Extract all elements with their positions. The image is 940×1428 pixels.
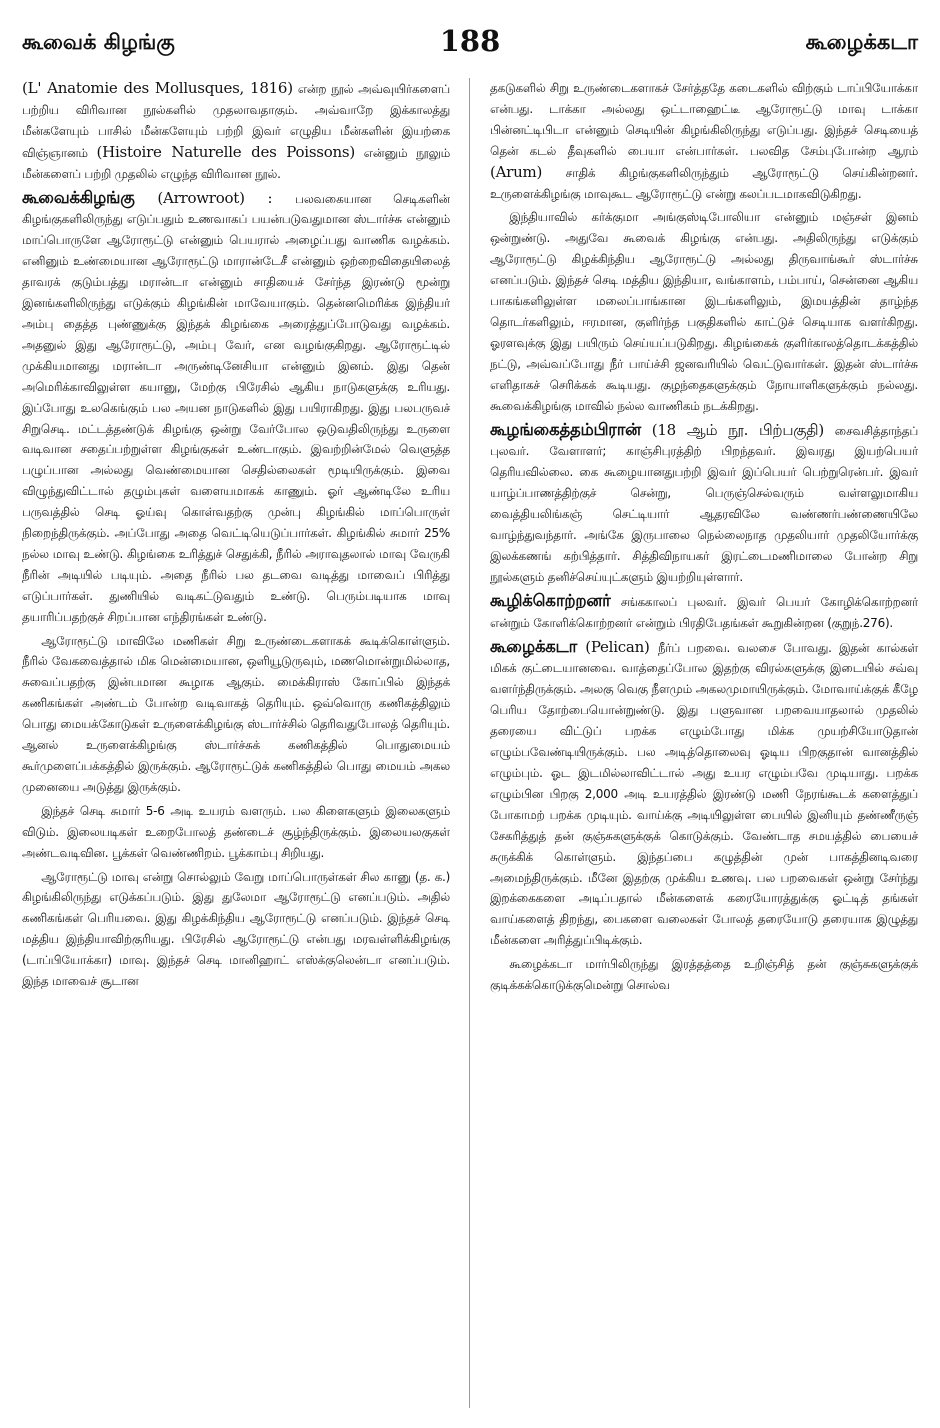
entry-latin: (Arrowroot) :: [134, 188, 296, 207]
entry-date: (18 ஆம் நூ. பிற்பகுதி): [640, 420, 835, 439]
entry-pelican: [490, 637, 918, 952]
page-header: [22, 20, 918, 60]
right-column: [490, 78, 918, 1413]
paragraph-india: இந்தியாவில் கர்க்குமா அங்குஸ்டிபோலியா என்னும் மஞ்சள் இனம் ஒன்றுண்டு. அதுவே கூவைக் கிழங்கு என்பது. அதிலிருந்து எடுக்கும் ஆரோரூட்டு கிழக்கிந்திய ஆரோரூட்டு அல்லது திருவாங்கூர் ஸ்டார்ச்சு எனப்படும். இந்தச் செடி மத்திய இந்தியா, வங்காளம், பம்பாய், சென்னை ஆகிய பாகங்களிலுள்ள மலைப்பாங்கான இடங்களிலும், இமயத்தின் தாழ்ந்த தொடர்களிலும், ஈரமான, குளிர்ந்த பகுதிகளில் காட்டுச் செடியாக வளர்கிறது. ஓரளவுக்கு இது பயிரும் செய்யப்படுகிறது. கிழங்கைக் குளிர்காலத்தொடக்கத்தில் நட்டு, அவ்வப்போது நீர் பாய்ச்சி ஜனவரியில் வெட்டுவார்கள். இதன் ஸ்டார்ச்சு எளிதாகச் செரிக்கக் கூடியது. குழந்தைகளுக்கும் நோயாளிகளுக்கும் நல்லது. கூவைக்கிழங்கு மாவில் நல்ல வாணிகம் நடக்கிறது.: [490, 210, 918, 413]
paragraph-other-sources: ஆரோரூட்டு மாவு என்று சொல்லும் வேறு மாப்பொருள்கள் சில கானு (த. க.) கிழங்கிலிருந்து எடுக்கப்படும். இது துலேமா ஆரோரூட்டு எனப்படும். அதில் கணிகங்கள் பெரியவை. இது கிழக்கிந்திய ஆரோரூட்டு எனப்படும். இந்தச் செடி மத்திய இந்தியாவிற்குரியது. பிரேசில் ஆரோரூட்டு என்பது மரவள்ளிக்கிழங்கு (டாப்பியோக்கா) மாவு. இந்தச் செடி மானிஹாட் எஸ்க்குலென்டா எனப்படும். இந்த மாவைச் சூடான: [22, 869, 450, 989]
entry-koozhangai-thambiran: [490, 420, 918, 588]
latin-title: (Histoire Naturelle des Poissons): [96, 142, 355, 161]
left-column: [22, 78, 450, 1413]
paragraph-text: சாதிக் கிழங்குகளிலிருந்தும் ஆரோரூட்டு செய்கின்றனர். உருளைக்கிழங்கு மாவுகூட ஆரோரூட்டு என்று கலப்படமாகவிடுகிறது.: [490, 165, 918, 201]
entry-latin: (Pelican): [577, 637, 658, 656]
entry-text: சைவசித்தாந்தப் புலவர். வேளாளர்; காஞ்சிபுரத்திற் பிறந்தவர். இவரது இயற்பெயர் தெரியவில்லை. கை கூழையானதுபற்றி இவர் இப்பெயர் பெற்றுரென்பர். இவர் யாழ்ப்பாணத்திற்குச் சென்று, பெருஞ்செல்வரும் வள்ளலுமாகிய வைத்தியலிங்கஞ் செட்டியார் ஆதரவிலே வண்ணர்பண்ணையிலே வாழ்ந்துவந்தார். அங்கே இருபாலை நெல்லைநாத முதலியார் முதலியோர்க்கு இலக்கணங் கற்பித்தார். சித்திவிநாயகர் இரட்டைமணிமாலை போன்ற சிறு நூல்களும் தனிச்செய்யுட்களும் இயற்றியுள்ளார்.: [490, 423, 918, 584]
entry-headword: கூழங்கைத்தம்பிரான்: [490, 419, 641, 439]
paragraph-tapioca: [490, 78, 918, 204]
entry-arrowroot: [22, 188, 450, 628]
running-head-right: கூழைக்கடா: [805, 30, 918, 54]
entry-text: பலவகையான செடிகளின் கிழங்குகளிலிருந்து எடுப்பதும் உணவாகப் பயன்படுவதுமான ஸ்டார்ச்சு என்னும் மாப்பொருளே ஆரோரூட்டு என்னும் பெயரால் அழைப்பது வாணிக வழக்கம். எனினும் உண்மையான ஆரோரூட்டு மாரான்டேசீ என்னும் ஒற்றைவிதையிலைத் தாவரக் குடும்பத்து மரான்டா என்னும் சாதியைச் சேர்ந்த இரண்டு மூன்று இனங்களிலிருந்து எடுக்கும் கிழங்கின் மாவேயாகும். தென்னமெரிக்க இந்தியர் அம்பு தைத்த புண்ணுக்கு இந்தக் கிழங்கை அரைத்துப்போடுவது வழக்கம். அதனுல் இது ஆரோரூட்டு, அம்பு வேர், என வழங்குகிறது. ஆரோரூட்டில் முக்கியமானது மரான்டா அருண்டினேசியா என்னும் இனம். இது தென் அமெரிக்காவிலுள்ள கயானு, மேற்கு பிரேசில் ஆகிய நாடுகளுக்கு உரியது. இப்போது உலகெங்கும் பல அயன நாடுகளில் இது பயிராகிறது. இது பலபருவச் சிறுசெடி. மட்டத்தண்டுக் கிழங்கு ஒன்று வேர்போல ஒடுவதிலிருந்து உருளை வடிவான சதைப்பற்றுள்ள கிழங்குகள் உண்டாகும். இவற்றின்மேல் வெளுத்த பழுப்பான அல்லது வெண்மையான செதில்லைகள் மூடியிருக்கும். இவை விழுந்துவிட்டால் தழும்புகள் வளையமாகக் காணும். ஓர் ஆண்டிலே உரிய பருவத்தில் செடி ஓய்வு கொள்வதற்கு முன்பு கிழங்கில் மாப்பொருள் நிறைந்திருக்கும். அப்போது அதை வெட்டியெடுப்பார்கள். கிழங்கில் சுமார் 25% நல்ல மாவு உண்டு. கிழங்கை உரித்துச் செதுக்கி, நீரில் அராவுதலால் மாவு வேருகி நீரின் அடியில் படியும். அதை நீரில் பல தடவை வடித்து மாவைப் பிரித்து எடுப்பார்கள். துணியில் வடிகட்டுவதும் உண்டு. பெரும்படியாக மாவு தயாரிப்பதற்குச் சிறப்பான எந்திரங்கள் உண்டு.: [22, 191, 450, 624]
entry-headword: கூழைக்கடா: [490, 636, 578, 656]
paragraph-granules: ஆரோரூட்டு மாவிலே மணிகள் சிறு உருண்டைகளாகக் கூடிக்கொள்ளும். நீரில் வேகவைத்தால் மிக மென்மையான, ஒளியூடுருவும், மணமொன்றுமில்லாத, சுவைப்பதற்கு இன்பமான கூழாக ஆகும். மைக்கிராஸ் கோப்பில் இந்தக் கணிகங்கள் அண்டம் போன்ற வடிவாகத் தெரியும். ஒவ்வொரு கணிகத்திலும் பொது மையக்கோடுகள் உருளைக்கிழங்கு ஸ்டார்ச்சில் தெரிவதுபோலத் தெரியும். ஆனல் உருளைக்கிழங்கு ஸ்டார்ச்சுக் கணிகத்தில் பொதுமையம் கூர்முளைப்பக்கத்தில் இருக்கும். ஆரோரூட்டுக் கணிகத்தில் பொது மையம் அகல முனையை அடுத்து இருக்கும்.: [22, 633, 450, 794]
running-head-left: கூவைக் கிழங்கு: [22, 30, 175, 54]
entry-headword: கூவைக்கிழங்கு: [22, 187, 135, 207]
latin-term: (Arum): [490, 162, 543, 181]
entry-text: நீர்ப் பறவை. வலசை போவது. இதன் கால்கள் மிகக் குட்டையானவை. வாத்தைப்போல இதற்கு விரல்களுக்கு இடையில் சவ்வு வளர்ந்திருக்கும். அலகு வெகு நீளமும் அகலமுமாயிருக்கும். மோவாய்க்குக் கீழே பெரிய தோற்பையொன்றுண்டு. இது பளுவான பறவையாதலால் முதலில் தரையை விட்டுப் பறக்க எழும்போது மிக்க முயற்சியோடுதான் எழும்பவேண்டியிருக்கும். பல அடித்தொலைவு ஓடிய பிறகுதான் வானத்தில் எழும்பும். ஓட இடமில்லாவிட்டால் அது உயர எழும்பவே முடியாது. பறக்க எழும்பின பிறகு 2,000 அடி உயரத்தில் இரண்டு மணி நேரங்கூடக் களைத்துப் போகாமற் பறக்க முடியும். வாய்க்கு அடியிலுள்ள பையில் இனியும் தண்ணீருஞ் சேகரித்துத் தன் குஞ்சுகளுக்குக் கொடுக்கும். வேண்டாத சமயத்தில் பையைச் சுருக்கிக் கொள்ளும். இந்தப்பை கழுத்தின் முன் பாகத்தினடிவரை அமைந்திருக்கும். மீனே இதற்கு முக்கிய உணவு. பல பறவைகள் ஒன்று சேர்ந்து இறக்கைகளை அடிப்பதால் மீன்களைக் கரையோரத்துக்கு ஓட்டித் தங்கள் வாய்களைத் திறந்து, பைகளை வலைகள் போலத் தரையோடு தரையாக இழுத்து மீன்களை அரித்துப்பிடிக்கும்.: [490, 640, 918, 948]
paragraph-pelican-myth: கூழைக்கடா மார்பிலிருந்து இரத்தத்தை உறிஞ்சித் தன் குஞ்சுகளுக்குக் குடிக்கக்கொடுக்குமென்று சொல்வ: [490, 957, 918, 993]
latin-title: (L' Anatomie des Mollusques, 1816): [22, 79, 293, 97]
paragraph-text: தகடுகளில் சிறு உருண்டைகளாகச் சேர்த்ததே கடைகளில் விற்கும் டாப்பியோக்கா என்பது. டாக்கா அல்லது ஒட்டாஹைட்டீ ஆரோரூட்டு மாவு டாக்கா பின்னட்டிபிடா என்னும் செடியின் கிழங்கிலிருந்து எடுப்பது. இந்தச் செடியைத் தென் கடல் தீவுகளில் பையா என்பார்கள். பலவித சேம்புபோன்ற ஆரம்: [490, 81, 918, 158]
column-divider: [469, 78, 470, 1408]
entry-koozhikkotranar: [490, 591, 918, 634]
entry-text: சங்ககாலப் புலவர். இவர் பெயர் கோழிக்கொற்றனர் என்றும் கோளிக்கொற்றனர் என்றும் பிரதிபேதங்கள் கூறுகின்றன (குறுந்.276).: [490, 594, 918, 630]
paragraph-text: என்ற நூல் அவ்வுயிர்களைப் பற்றிய விரிவான நூல்களில் முதலாவதாகும். அவ்வாறே இக்காலத்து மீன்களேயும் பாசில் மீன்களேயும் பற்றி இவர் எழுதிய மீன்களின் இயற்கை விஞ்ஞானம்: [22, 82, 450, 160]
entry-headword: கூழிக்கொற்றனர்: [490, 590, 611, 610]
paragraph-text: என்னும் நூலும் மீன்களைப் பற்றி முதலில் எழுந்த விரிவான நூல்.: [22, 145, 450, 181]
cuvier-paragraph: [22, 78, 450, 185]
paragraph-plant: இந்தச் செடி சுமார் 5-6 அடி உயரம் வளரும். பல கிளைகளும் இலைகளும் விடும். இலையடிகள் உறைபோலத் தண்டைச் சூழ்ந்திருக்கும். இலையலகுகள் அண்டவடிவின. பூக்கள் வெண்ணிறம். பூக்காம்பு சிறியது.: [22, 803, 450, 860]
page-number: 188: [439, 24, 501, 58]
